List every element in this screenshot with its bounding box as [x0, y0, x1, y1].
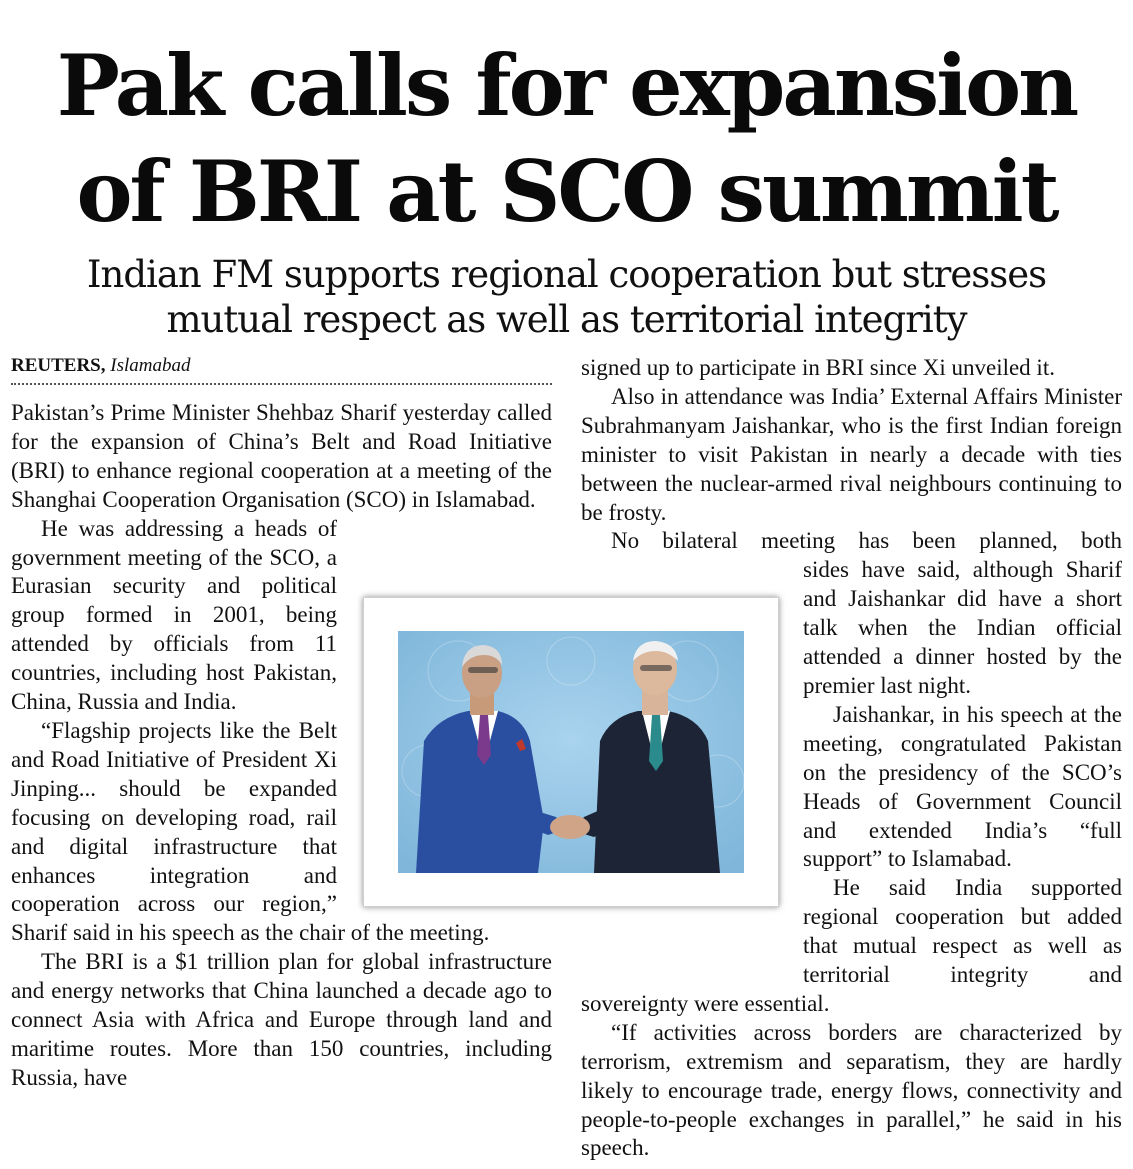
article-paragraph: Pakistan’s Prime Minister Shehbaz Sharif yesterday called for the expansion of China’s Belt and Road Initiative (BRI) to enhance regional cooperation at a meeting of the Shanghai Cooperation Organisation (SCO) in Islamabad.: [11, 400, 552, 512]
byline-location: Islamabad: [110, 355, 191, 376]
article-paragraph: “If activities across borders are characterized by terrorism, extremism and separatism, they are hardly likely to encourage trade, energy flows, connectivity and people-to-people exchanges in parallel,” he said in his speech.: [581, 1019, 1122, 1161]
deck-line-1: Indian FM supports regional cooperation but stresses: [86, 253, 1047, 296]
article-paragraph: Jaishankar, in his speech at the meeting, congratulated Pakistan on the presidency of the SCO’s Heads of Government Council and extended India’s “full support” to Islamabad.: [803, 701, 1122, 872]
paragraph-rest: sides have said, although Sharif and Jaishankar did have a short talk when the Indian official attended a dinner hosted by the premier last night.: [803, 557, 1122, 698]
headline-line-1: Pak calls for expansion: [56, 36, 1077, 135]
byline-agency: REUTERS,: [11, 355, 106, 376]
article-paragraph: The BRI is a $1 trillion plan for global infrastructure and energy networks that China launched a decade ago to connect Asia with Africa and Europe through land and maritime routes. More than 150 countries, including Russia, have: [11, 949, 552, 1090]
article-paragraph: He was addressing a heads of government meeting of the SCO, a Eurasian security and political group formed in 2001, being attended by officials from 11 countries, including host Pakistan, China, Russia and India.: [11, 515, 337, 715]
article-paragraph: Also in attendance was India’ External Affairs Minister Subrahmanyam Jaishankar, who is the first Indian foreign minister to visit Pakistan in nearly a decade with ties between the nuclear-armed rival neighbours continuing to be frosty.: [581, 383, 1122, 525]
article-paragraph: “Flagship projects like the Belt and Road Initiative of President Xi Jinping... should be expanded focusing on developing road, rail and digital infrastructure that enhances integration and cooperation across our region,” Sharif said in his speech as the chair of the meeting.: [11, 717, 490, 946]
byline: [11, 352, 552, 380]
byline-divider: [11, 383, 552, 385]
headline-line-2: of BRI at SCO summit: [76, 142, 1057, 241]
news-photo: [363, 597, 779, 907]
handshake-photo: [398, 631, 744, 873]
article-paragraph: He said India supported regional cooperation but added that mutual respect as well as territorial integrity and sovereignty were essential.: [581, 875, 1122, 1016]
deck-line-2: mutual respect as well as territorial integrity: [166, 298, 967, 341]
article-paragraph: signed up to participate in BRI since Xi unveiled it.: [581, 355, 1055, 380]
paragraph-first-line: No bilateral meeting has been planned, both: [611, 528, 1122, 554]
